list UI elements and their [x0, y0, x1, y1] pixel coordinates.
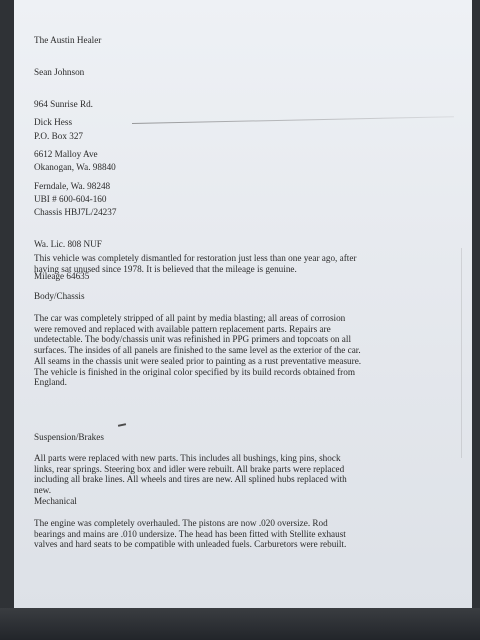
sender-line: P.O. Box 327 [34, 130, 84, 141]
paragraph-line: All parts were replaced with new parts. This includes all bushings, king pins, shock [34, 453, 341, 463]
body-chassis-paragraph [34, 313, 452, 388]
paragraph-line: undetectable. The body/chassis unit was refinished in PPG primers and topcoats on all [34, 334, 351, 345]
horizontal-rule [132, 116, 454, 124]
sender-line: The Austin Healer [34, 35, 102, 46]
paragraph-line: England. [34, 377, 67, 388]
sender-line: UBI # 600-604-160 [34, 194, 107, 205]
paragraph-line: The vehicle is finished in the original color specified by its build records obtained from [34, 366, 355, 377]
vehicle-line: Mileage 64635 [34, 270, 90, 281]
vehicle-line: Chassis HBJ7L/24237 [34, 207, 117, 218]
background-surface [0, 608, 480, 640]
paragraph-line: surfaces. The insides of all panels are finished to the same level as the exterior of the car. [34, 345, 361, 356]
paragraph-line: including all brake lines. All wheels and tires are new. All splined hubs replaced with [34, 474, 347, 485]
sender-line: Okanogan, Wa. 98840 [34, 162, 116, 173]
paragraph-line: The car was completely stripped of all paint by media blasting; all areas of corrosion [34, 313, 346, 323]
document-page [14, 0, 472, 612]
vehicle-line: Wa. Lic. 808 NUF [34, 238, 102, 249]
section-heading: Body/Chassis [34, 291, 85, 301]
paragraph-line: This vehicle was completely dismantled for restoration just less than one year ago, after [34, 253, 357, 263]
recipient-line: 6612 Malloy Ave [34, 148, 98, 159]
paragraph-line: new. [34, 485, 52, 496]
intro-paragraph [34, 253, 452, 274]
recipient-line: Ferndale, Wa. 98248 [34, 180, 111, 191]
paragraph-line: The engine was completely overhauled. The pistons are now .020 oversize. Rod [34, 518, 328, 528]
paragraph-line: All seams in the chassis unit were sealed prior to painting as a rust preventative measure. [34, 355, 362, 366]
paragraph-line: having sat unused since 1978. It is believed that the mileage is genuine. [34, 263, 297, 274]
sender-line: Sean Johnson [34, 66, 85, 77]
recipient-line: Dick Hess [34, 117, 73, 128]
section-heading: Mechanical [34, 496, 77, 506]
paragraph-line: were removed and replaced with available pattern replacement parts. Repairs are [34, 323, 331, 334]
pen-mark [118, 423, 126, 427]
paragraph-line: bearings and mains are .010 undersize. The head has been fitted with Stellite exhaust [34, 528, 346, 539]
mechanical-paragraph [34, 518, 452, 550]
page-edge-shadow [461, 248, 462, 458]
vehicle-details [34, 186, 116, 303]
paragraph-line: valves and hard seats to be compatible with unleaded fuels. Carburetors were rebuilt. [34, 539, 347, 550]
section-heading: Suspension/Brakes [34, 432, 104, 442]
suspension-brakes-paragraph [34, 453, 452, 496]
sender-line: 964 Sunrise Rd. [34, 98, 93, 109]
paragraph-line: links, rear springs. Steering box and idler were rebuilt. All brake parts were replaced [34, 463, 345, 474]
